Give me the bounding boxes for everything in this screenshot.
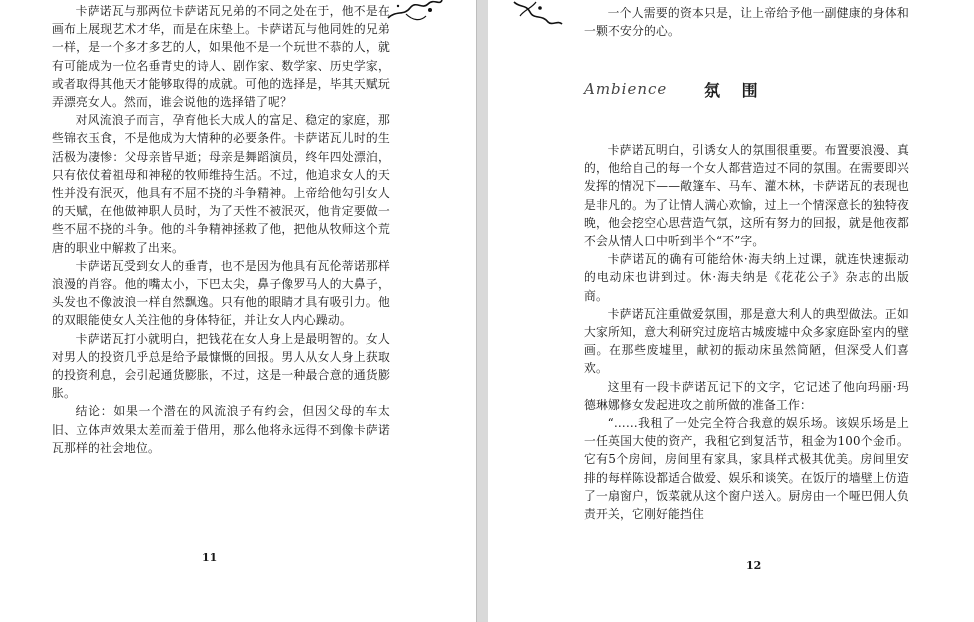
right-page-top-text [584,4,909,40]
section-script-heading: Ambience [584,80,668,98]
ink-flourish-icon [510,0,564,28]
right-page-number: 12 [746,559,762,572]
left-book-page [0,0,476,622]
left-page-number: 11 [202,551,218,564]
right-paragraph-2: 卡萨诺瓦的确有可能给休·海夫纳上过课，就连快速振动的电动床也讲到过。休·海夫纳是《花花公子》杂志的出版商。 [584,252,909,303]
section-heading [584,78,909,102]
ink-flourish-icon [386,0,444,26]
left-paragraph-2: 对风流浪子而言，孕育他长大成人的富足、稳定的家庭，那些锦衣玉食，不是他成为大情种的必要条件。卡萨诺瓦儿时的生活极为凄惨：父母亲皆早逝；母亲是舞蹈演员，终年四处漂泊，只有依仗着祖母和神秘的牧师维持生活。不过，他追求女人的天性并没有泯灭，他具有不屈不挠的斗争精神。上帝给他勾引女人的天赋，在他做神职人员时，为了天性不被泯灭，他肯定要做一些不屈不挠的斗争。他的斗争精神拯救了他，把他从牧师这个荒唐的职业中解救了出来。 [52,113,390,255]
left-paragraph-5: 结论：如果一个潜在的风流浪子有约会，但因父母的车太旧、立体声效果太差而羞于借用，那么他将永远得不到像卡萨诺瓦那样的社会地位。 [52,404,390,455]
left-paragraph-3: 卡萨诺瓦受到女人的垂青，也不是因为他具有瓦伦蒂诺那样浪漫的肖容。他的嘴太小，下巴太尖，鼻子像罗马人的大鼻子，头发也不像波浪一样自然飘逸。只有他的眼睛才具有吸引力。他的双眼能使女人关注他的身体特征，并让女人内心躁动。 [52,258,390,328]
right-page-text [584,141,909,523]
left-paragraph-4: 卡萨诺瓦打小就明白，把钱花在女人身上是最明智的。女人对男人的投资几乎总是给予最慷慨的回报。男人从女人身上获取的投资利息，会引起通货膨胀，不过，这是一种最合意的通货膨胀。 [52,331,390,401]
left-page-text [52,2,390,457]
right-paragraph-4: 这里有一段卡萨诺瓦记下的文字，它记述了他向玛丽·玛德琳娜修女发起进攻之前所做的准备工作： [584,379,909,412]
right-top-paragraph: 一个人需要的资本只是，让上帝给予他一副健康的身体和一颗不安分的心。 [584,6,909,39]
right-paragraph-5: “……我租了一处完全符合我意的娱乐场。该娱乐场是上一任英国大使的资产，我租它到复活节，租金为100个金币。它有5个房间，房间里有家具，家具样式极其优美。房间里安排的每样陈设都适合做爱、娱乐和谈笑。在饭厅的墙壁上仿造了一扇窗户，饭菜就从这个窗户送入。厨房由一个哑巴佣人负责开关，它刚好能挡住 [584,416,909,522]
right-paragraph-3: 卡萨诺瓦注重做爱氛围，那是意大利人的典型做法。正如大家所知，意大利研究过庞培古城废墟中众多家庭卧室内的壁画。在那些废墟里，献初的振动床虽然简陋，但深受人们喜欢。 [584,306,909,376]
right-book-page [488,0,974,622]
right-paragraph-1: 卡萨诺瓦明白，引诱女人的氛围很重要。布置要浪漫、真的，他给自己的每一个女人都营造过不同的氛围。在需要即兴发挥的情况下——敞篷车、马车、灌木林，卡萨诺瓦的表现也是非凡的。为了让情人满心欢愉，过上一个情深意长的独特夜晚，他会挖空心思营造气氛，这所有努力的回报，就是他夜都不会从情人口中听到半个“不”字。 [584,143,909,249]
left-paragraph-1: 卡萨诺瓦与那两位卡萨诺瓦兄弟的不同之处在于，他不是在画布上展现艺术才华，而是在床垫上。卡萨诺瓦与他同姓的兄弟一样，是一个多才多艺的人，如果他不是一个玩世不恭的人，就有可能成为一位名垂青史的诗人、剧作家、数学家、历史学家，或者取得其他天才能够取得的成就。可他的选择是，毕其天赋玩弄漂亮女人。然而，谁会说他的选择错了呢？ [52,4,390,110]
section-title: 氛 围 [704,81,766,100]
